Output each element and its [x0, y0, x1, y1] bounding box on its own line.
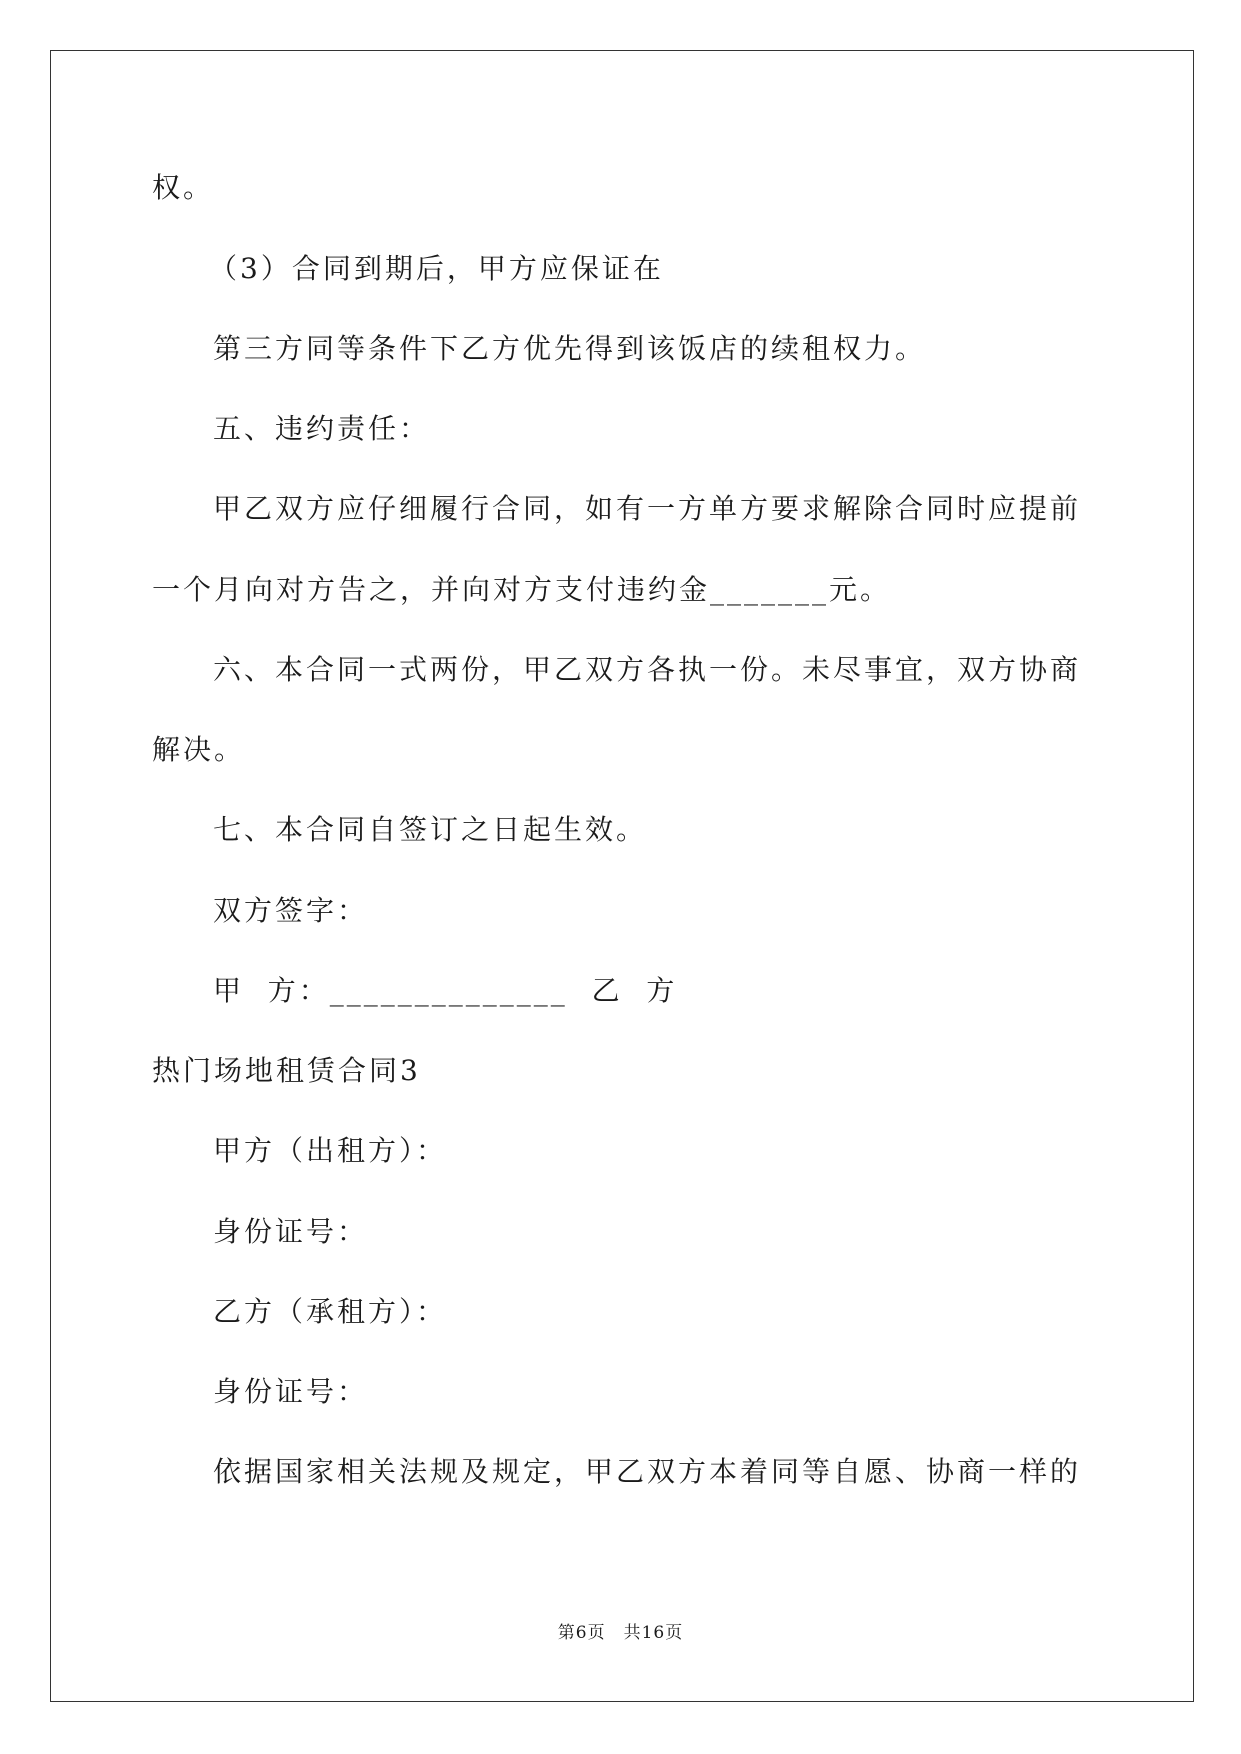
text-line: 一个月向对方告之，并向对方支付违约金_______元。 [152, 573, 892, 606]
text-line: 六、本合同一式两份，甲乙双方各执一份。未尽事宜，双方协商 [213, 653, 1082, 686]
signature-line: 甲 方：______________ 乙 方 [213, 974, 678, 1007]
page-number: 第6页 [557, 1623, 606, 1643]
contract-title: 热门场地租赁合同3 [152, 1054, 421, 1087]
text-line: 权。 [152, 171, 215, 204]
text-line: 第三方同等条件下乙方优先得到该饭店的续租权力。 [213, 332, 927, 365]
text-line: 甲乙双方应仔细履行合同，如有一方单方要求解除合同时应提前 [213, 492, 1082, 525]
total-pages: 共16页 [623, 1623, 684, 1643]
id-number-label: 身份证号： [213, 1375, 369, 1408]
section-heading: 五、违约责任： [213, 412, 431, 445]
text-line: 解决。 [152, 733, 246, 766]
party-a-label: 甲方（出租方）： [213, 1134, 448, 1167]
text-line: 依据国家相关法规及规定，甲乙双方本着同等自愿、协商一样的 [213, 1455, 1082, 1488]
text-line: （3）合同到期后，甲方应保证在 [209, 252, 664, 285]
text-line: 七、本合同自签订之日起生效。 [213, 813, 648, 846]
signature-heading: 双方签字： [213, 894, 369, 927]
party-b-label: 乙方（承租方）： [213, 1295, 448, 1328]
page-footer [0, 1621, 1241, 1645]
id-number-label: 身份证号： [213, 1215, 369, 1248]
